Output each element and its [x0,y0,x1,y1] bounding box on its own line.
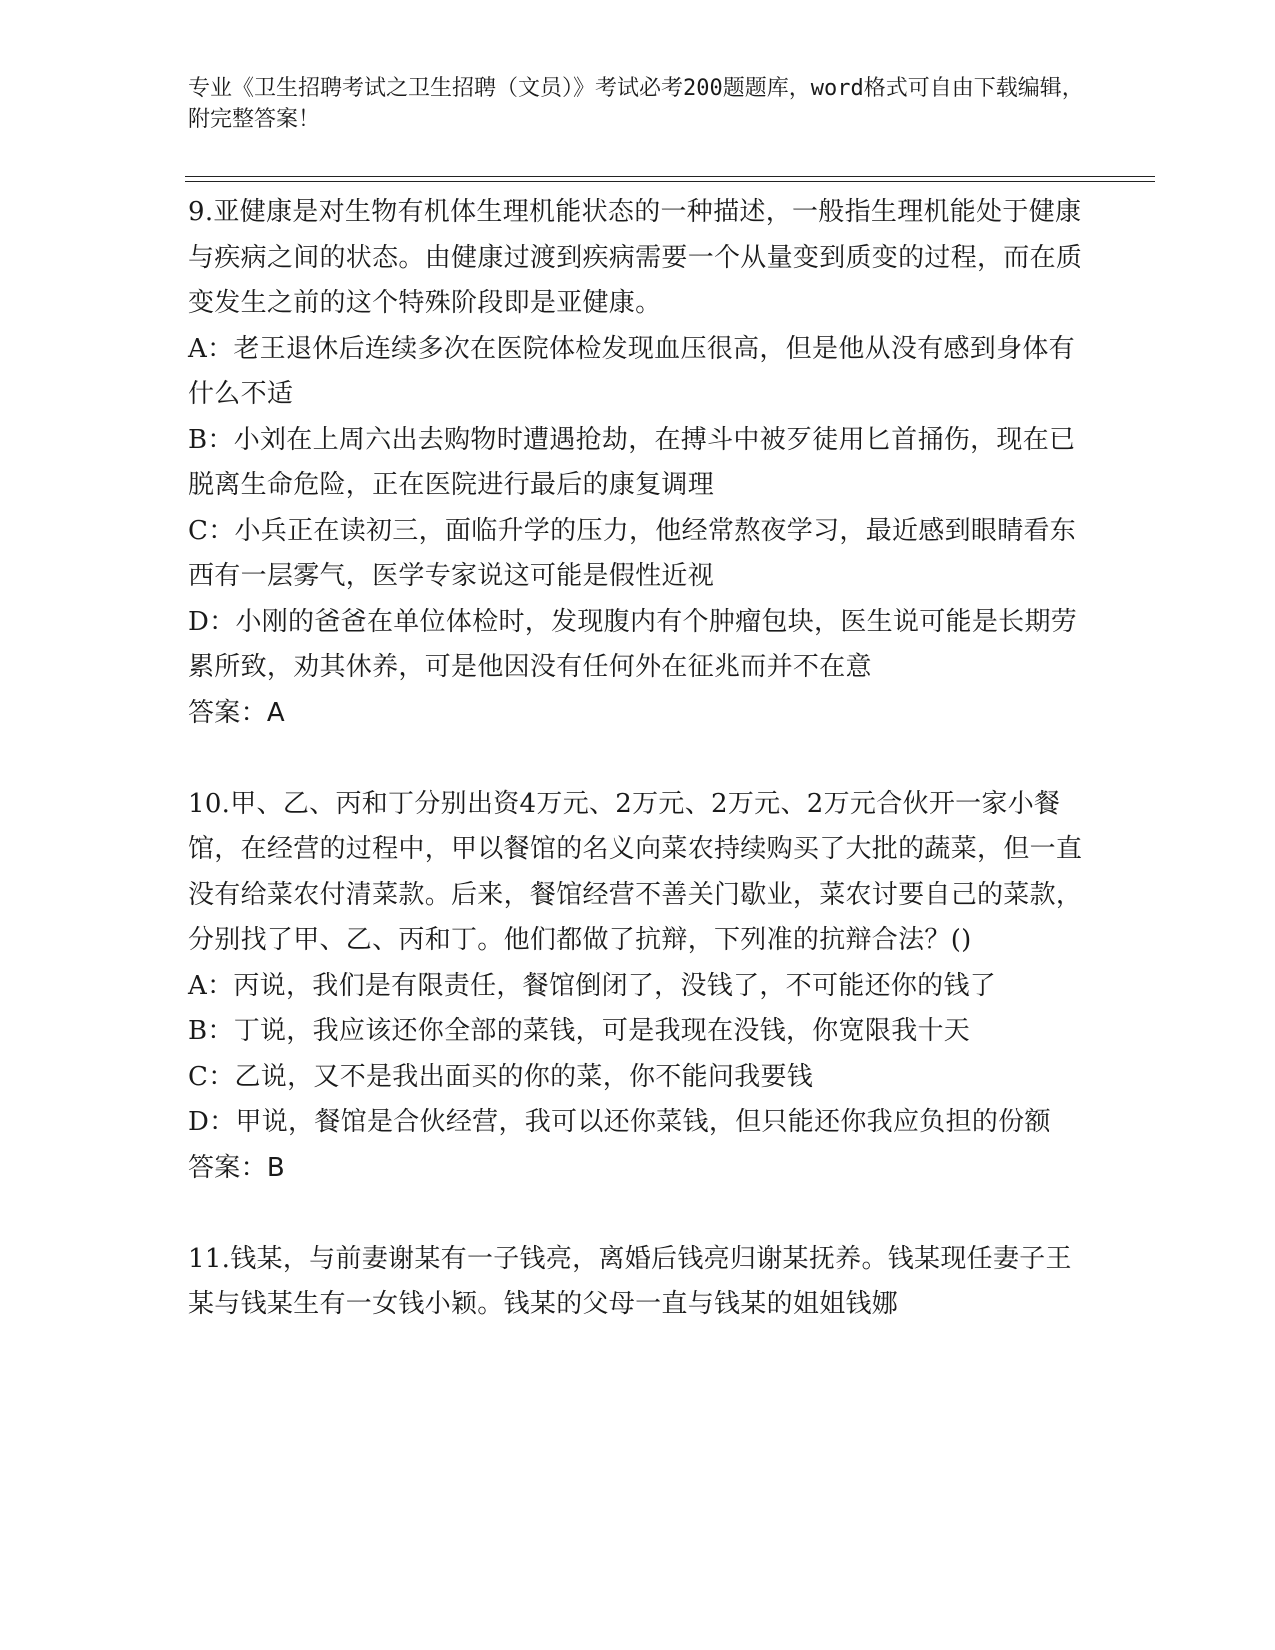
option-a: A：丙说，我们是有限责任，餐馆倒闭了，没钱了，不可能还你的钱了 [188,970,997,1001]
option-d: D：小刚的爸爸在单位体检时，发现腹内有个肿瘤包块，医生说可能是长期劳累所致，劝其休养，可是他因没有任何外在征兆而并不在意 [188,606,1078,682]
option-b: B：丁说，我应该还你全部的菜钱，可是我现在没钱，你宽限我十天 [188,1016,971,1046]
question-stem: 10.甲、乙、丙和丁分别出资4万元、2万元、2万元、2万元合伙开一家小餐馆，在经营的过程中，甲以餐馆的名义向菜农持续购买了大批的蔬菜，但一直没有给菜农付清菜款。后来，餐馆经营不善关门歇业，菜农讨要自己的菜款，分别找了甲、乙、丙和丁。他们都做了抗辩，下列准的抗辩合法？() [188,788,1083,955]
option-c: C：乙说，又不是我出面买的你的菜，你不能问我要钱 [188,1061,814,1092]
option-d: D：甲说，餐馆是合伙经营，我可以还你菜钱，但只能还你我应负担的份额 [188,1107,1051,1137]
option-a: A：老王退休后连续多次在医院体检发现血压很高，但是他从没有感到身体有什么不适 [188,333,1075,409]
question-10 [188,782,1088,1192]
question-stem: 9.亚健康是对生物有机体生理机能状态的一种描述，一般指生理机能处于健康与疾病之间的状态。由健康过渡到疾病需要一个从量变到质变的过程，而在质变发生之前的这个特殊阶段即是亚健康。 [188,197,1083,318]
question-stem: 11.钱某，与前妻谢某有一子钱亮，离婚后钱亮归谢某抚养。钱某现任妻子王某与钱某生有一女钱小颖。钱某的父母一直与钱某的姐姐钱娜 [188,1243,1072,1319]
document-header [188,73,1088,135]
question-9 [188,190,1088,736]
option-c: C：小兵正在读初三，面临升学的压力，他经常熬夜学习，最近感到眼睛看东西有一层雾气，医学专家说这可能是假性近视 [188,515,1077,591]
option-b: B：小刘在上周六出去购物时遭遇抢劫，在搏斗中被歹徒用匕首捅伤，现在已脱离生命危险，正在医院进行最后的康复调理 [188,424,1076,500]
question-list [188,190,1088,1373]
header-divider-top [185,176,1155,177]
answer: 答案：A [188,697,285,728]
header-divider-bottom [185,181,1155,182]
question-11 [188,1237,1088,1328]
document-title: 专业《卫生招聘考试之卫生招聘（文员）》考试必考200题题库，word格式可自由下载编辑，附完整答案！ [188,76,1084,132]
answer: 答案：B [188,1152,286,1183]
